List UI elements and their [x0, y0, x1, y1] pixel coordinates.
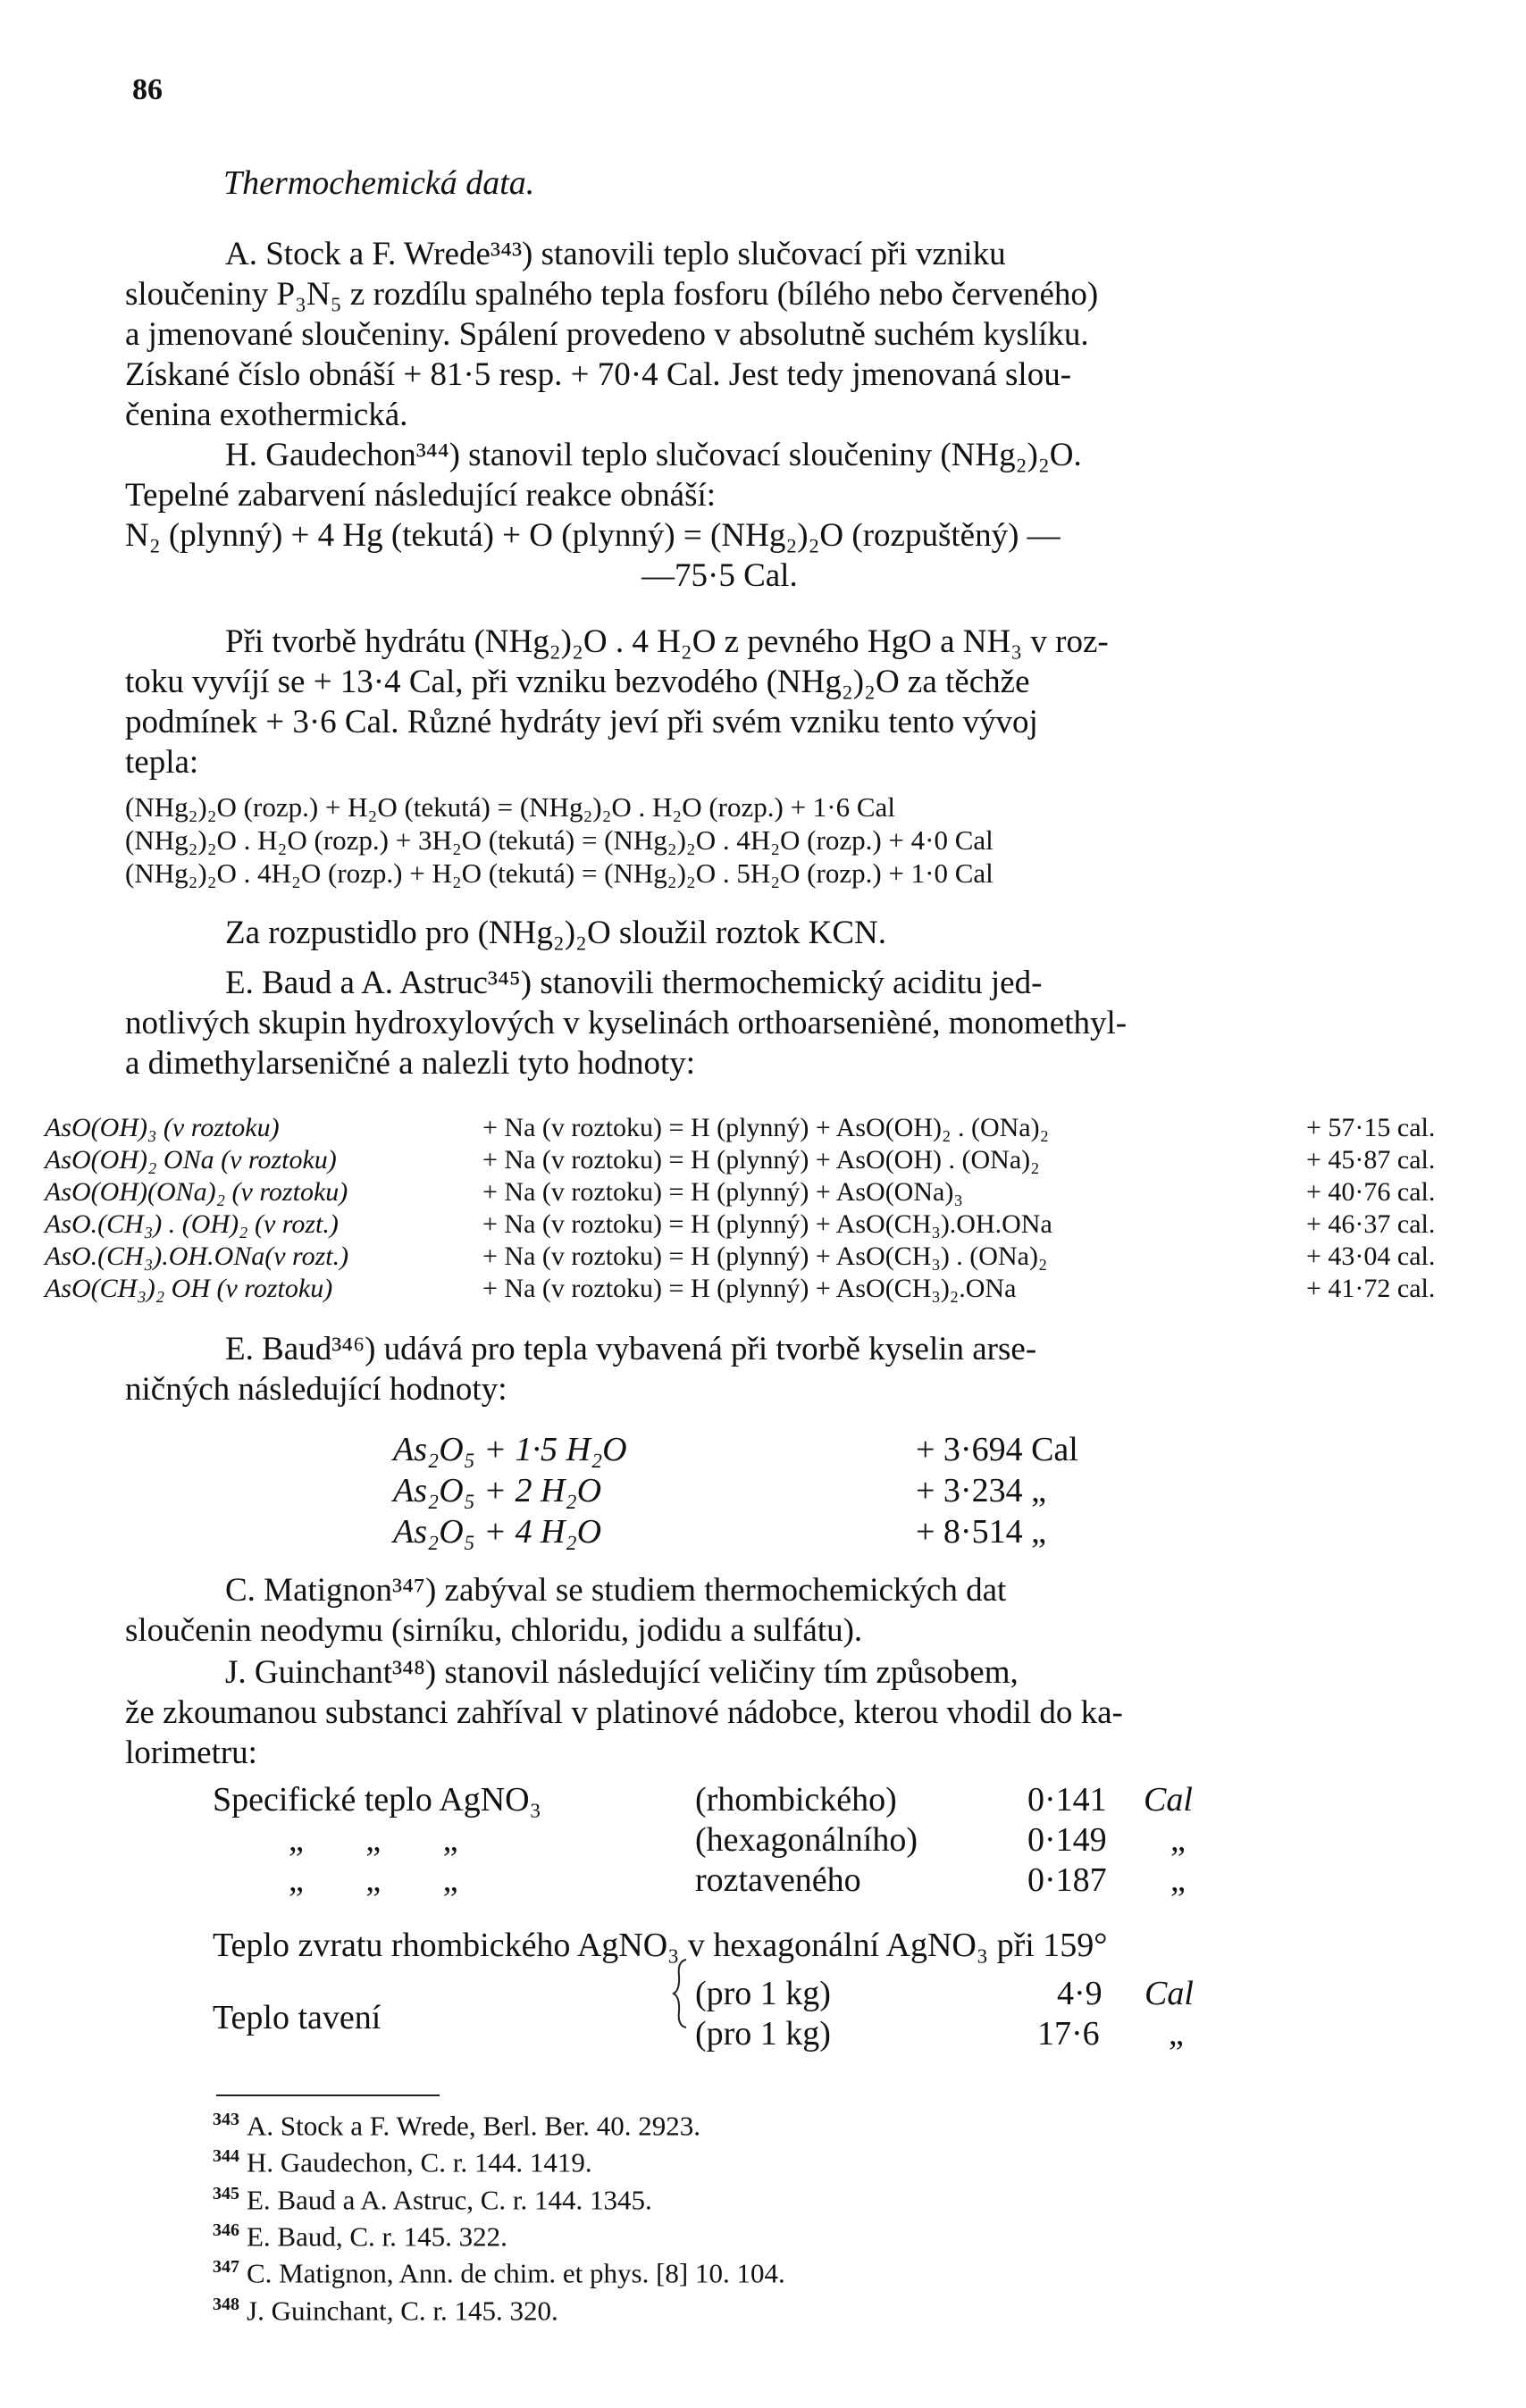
table-cell: 0·141 — [1027, 1781, 1107, 1819]
footnote: $^{347}$ C. Matignon, Ann. de chim. et phys. [8] 10. 104. — [213, 2257, 785, 2289]
table-row — [213, 1860, 1285, 1901]
table-cell: AsO(OH)₃ (v roztoku) — [45, 1113, 280, 1142]
table-cell: 0·149 — [1027, 1821, 1107, 1859]
table-cell: 4·9 — [1057, 1975, 1103, 2012]
table-row — [45, 1208, 1492, 1241]
table-cell: (hexagonálního) — [695, 1821, 918, 1859]
table-row — [213, 1780, 1285, 1820]
table-cell: Cal — [1144, 1975, 1194, 2012]
equation-line: (NHg₂)₂O . 4H₂O (rozp.) + H₂O (tekutá) = (NHg₂)₂O . 5H₂O (rozp.) + 1·0 Cal — [125, 857, 994, 889]
text-line: N₂ (plynný) + 4 Hg (tekutá) + O (plynný) = (NHg₂)₂O (rozpuštěný) — — [125, 517, 1061, 554]
table-row — [695, 2014, 1526, 2054]
table-cell: AsO(OH)(ONa)₂ (v roztoku) — [45, 1177, 348, 1207]
list-item — [393, 1470, 1197, 1511]
table-cell: + Na (v roztoku) = H (plynný) + AsO(CH₃) . (ONa)₂ — [482, 1242, 1048, 1271]
paragraph-matignon — [125, 1570, 1412, 1651]
equation-left: As₂O₅ + 1·5 H₂O — [393, 1431, 627, 1468]
table-cell: + 41·72 cal. — [1306, 1274, 1436, 1303]
table-cell: + Na (v roztoku) = H (plynný) + AsO(ONa)₃ — [482, 1177, 963, 1207]
text-line: E. Baud a A. Astruc³⁴⁵) stanovili thermochemický aciditu jed- — [225, 965, 1043, 1001]
text-line: Tepelné zabarvení následující reakce obnáší: — [125, 477, 717, 514]
equation-line: (NHg₂)₂O (rozp.) + H₂O (tekutá) = (NHg₂)₂O . H₂O (rozp.) + 1·6 Cal — [125, 791, 895, 823]
text-line: Za rozpustidlo pro (NHg₂)₂O sloužil roztok KCN. — [225, 915, 886, 951]
equation-value: + 3·694 Cal — [916, 1431, 1078, 1468]
transition-heat-line: Teplo zvratu rhombického AgNO₃ v hexagonální AgNO₃ při 159° — [213, 1927, 1108, 1964]
table-cell: 0·187 — [1027, 1861, 1107, 1899]
paragraph-hydrates — [125, 622, 1412, 782]
text-line: H. Gaudechon³⁴⁴) stanovil teplo slučovací sloučeniny (NHg₂)₂O. — [225, 437, 1082, 473]
table-cell: + Na (v roztoku) = H (plynný) + AsO(CH₃)₂.ONa — [482, 1274, 1017, 1303]
table-cell: „ — [1169, 2015, 1184, 2053]
paragraph-stock-wrede — [125, 234, 1412, 435]
table-row — [45, 1112, 1492, 1144]
equation-value: + 3·234 „ — [916, 1472, 1046, 1509]
table-cell: (rhombického) — [695, 1781, 897, 1819]
table-cell: AsO(OH)₂ ONa (v roztoku) — [45, 1145, 337, 1175]
table-cell: roztaveného — [695, 1861, 861, 1899]
footnote: $^{343}$ A. Stock a F. Wrede, Berl. Ber. 40. 2923. — [213, 2110, 700, 2142]
footnote: $^{348}$ J. Guinchant, C. r. 145. 320. — [213, 2294, 558, 2326]
hydrate-equations — [125, 790, 994, 890]
footnote-divider — [216, 2094, 440, 2096]
text-line: sloučenin neodymu (sirníku, chloridu, jodidu a sulfátu). — [125, 1612, 863, 1649]
text-line: E. Baud³⁴⁶) udává pro tepla vybavená při tvorbě kyselin arse- — [225, 1331, 1037, 1367]
text-line: J. Guinchant³⁴⁸) stanovil následující veličiny tím způsobem, — [225, 1654, 1019, 1691]
table-row — [45, 1144, 1492, 1176]
table-cell: „ — [1170, 1821, 1186, 1859]
footnotes — [213, 2104, 785, 2326]
paragraph-gaudechon — [125, 435, 1412, 596]
text-line: že zkoumanou substanci zahříval v platinové nádobce, kterou vhodil do ka- — [125, 1694, 1123, 1731]
table-cell: + 43·04 cal. — [1306, 1242, 1436, 1271]
table-cell: AsO.(CH₃).OH.ONa(v rozt.) — [45, 1242, 349, 1271]
footnote: $^{344}$ H. Gaudechon, C. r. 144. 1419. — [213, 2146, 592, 2178]
text-line: C. Matignon³⁴⁷) zabýval se studiem thermochemických dat — [225, 1572, 1007, 1609]
table-cell: + 46·37 cal. — [1306, 1209, 1436, 1239]
text-line: a jmenované sloučeniny. Spálení provedeno v absolutně suchém kyslíku. — [125, 316, 1089, 353]
text-line: A. Stock a F. Wrede³⁴³) stanovili teplo slučovací při vzniku — [225, 236, 1006, 272]
list-item — [393, 1511, 1197, 1552]
table-cell: „ „ „ — [289, 1861, 458, 1899]
text-line: tepla: — [125, 744, 199, 781]
table-cell: (pro 1 kg) — [695, 1975, 831, 2012]
specific-heat-table — [213, 1780, 1285, 1901]
page-number: 86 — [132, 73, 163, 106]
fusion-label: Teplo tavení — [213, 1999, 382, 2036]
table-cell: + Na (v roztoku) = H (plynný) + AsO(OH) . (ONa)₂ — [482, 1145, 1040, 1175]
paragraph-guinchant — [125, 1652, 1412, 1773]
text-line: a dimethylarseničné a nalezli tyto hodnoty: — [125, 1045, 696, 1082]
text-line: Při tvorbě hydrátu (NHg₂)₂O . 4 H₂O z pevného HgO a NH₃ v roz- — [225, 623, 1109, 660]
text-line: sloučeniny P₃N₅ z rozdílu spalného tepla fosforu (bílého nebo červeného) — [125, 276, 1099, 313]
table-cell: + Na (v roztoku) = H (plynný) + AsO(OH)₂ . (ONa)₂ — [482, 1113, 1050, 1142]
table-row — [213, 1820, 1285, 1860]
table-cell: + Na (v roztoku) = H (plynný) + AsO(CH₃).OH.ONa — [482, 1209, 1052, 1239]
equation-left: As₂O₅ + 4 H₂O — [393, 1513, 602, 1551]
paragraph-baud — [125, 1329, 1412, 1409]
table-row — [45, 1273, 1492, 1305]
equation-left: As₂O₅ + 2 H₂O — [393, 1472, 602, 1509]
table-cell: „ — [1170, 1861, 1186, 1899]
text-line: —75·5 Cal. — [641, 557, 798, 594]
text-line: toku vyvíjí se + 13·4 Cal, při vzniku bezvodého (NHg₂)₂O za těchže — [125, 664, 1030, 700]
table-cell: AsO(CH₃)₂ OH (v roztoku) — [45, 1274, 333, 1303]
table-cell: (pro 1 kg) — [695, 2015, 831, 2053]
footnote: $^{345}$ E. Baud a A. Astruc, C. r. 144. 1345. — [213, 2183, 652, 2215]
fusion-values — [695, 1974, 1526, 2054]
table-row — [45, 1241, 1492, 1273]
text-line: ničných následující hodnoty: — [125, 1371, 507, 1408]
table-cell: 17·6 — [1037, 2015, 1100, 2053]
table-cell: + 57·15 cal. — [1306, 1113, 1436, 1142]
footnote: $^{346}$ E. Baud, C. r. 145. 322. — [213, 2220, 507, 2253]
text-line: lorimetru: — [125, 1735, 257, 1771]
text-line: podmínek + 3·6 Cal. Různé hydráty jeví při svém vzniku tento vývoj — [125, 704, 1038, 740]
table-cell: „ „ „ — [289, 1821, 458, 1859]
table-cell: AsO.(CH₃) . (OH)₂ (v rozt.) — [45, 1209, 339, 1239]
text-line: Získané číslo obnáší + 81·5 resp. + 70·4 Cal. Jest tedy jmenovaná slou- — [125, 356, 1072, 393]
table-cell: Specifické teplo AgNO₃ — [213, 1781, 541, 1819]
table-row — [695, 1974, 1526, 2014]
text-line: čenina exothermická. — [125, 397, 408, 433]
equation-value: + 8·514 „ — [916, 1513, 1046, 1551]
equation-line: (NHg₂)₂O . H₂O (rozp.) + 3H₂O (tekutá) = (NHg₂)₂O . 4H₂O (rozp.) + 4·0 Cal — [125, 824, 994, 856]
table-cell: + 45·87 cal. — [1306, 1145, 1436, 1175]
text-line: notlivých skupin hydroxylových v kyselinách orthoarsenièné, monomethyl- — [125, 1005, 1128, 1041]
list-item — [393, 1429, 1197, 1470]
section-title: Thermochemická data. — [223, 164, 535, 202]
table-row — [45, 1176, 1492, 1208]
arsenic-heat-values — [393, 1429, 1197, 1552]
arsenic-acidity-table — [45, 1112, 1492, 1305]
brace-icon — [672, 1958, 688, 2029]
table-cell: Cal — [1144, 1781, 1193, 1819]
paragraph-baud-astruc — [125, 963, 1412, 1083]
table-cell: + 40·76 cal. — [1306, 1177, 1436, 1207]
paragraph-solvent — [125, 913, 1412, 953]
